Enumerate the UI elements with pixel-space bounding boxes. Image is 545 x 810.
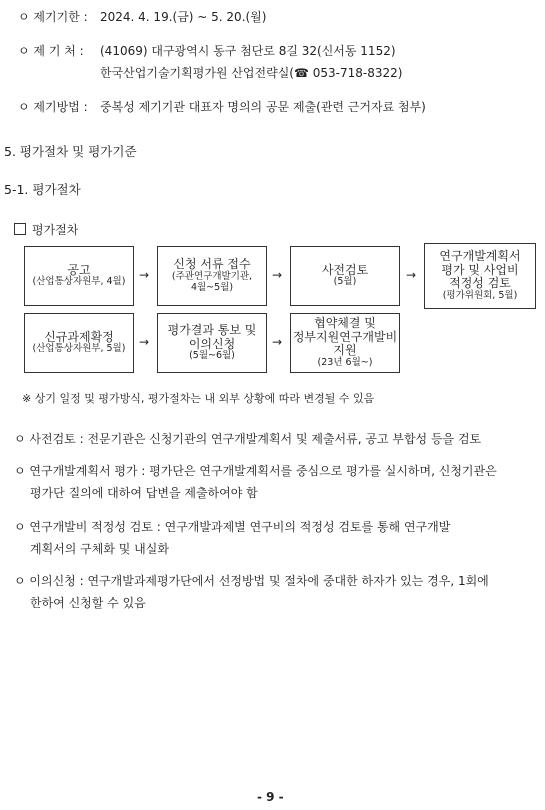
flow-box-announcement-sub: (산업통상자원부, 4월) — [32, 276, 126, 288]
address-line-1: (41069) 대구광역시 동구 첨단로 8길 32(신서동 1152) — [100, 44, 396, 58]
section-5-heading: 5. 평가절차 및 평가기준 — [4, 144, 137, 159]
flow-box-pre-review-title: 사전검토 — [321, 262, 369, 277]
flow-arrow: → — [272, 268, 283, 282]
flow-box-application — [157, 246, 267, 306]
flow-box-application-sub-1: (주관연구개발기관, — [171, 270, 253, 282]
bullet-plan-evaluation-line-2: 평가단 질의에 대하여 답변을 제출하여야 함 — [30, 486, 258, 500]
flow-box-plan-evaluation-line-3: 적정성 검토 — [449, 276, 511, 291]
flow-box-plan-evaluation-line-1: 연구개발계획서 — [439, 248, 521, 263]
page-number: - 9 - — [257, 790, 284, 804]
flow-box-agreement-sub: (23년 6월~) — [317, 357, 373, 369]
flow-arrow: → — [272, 335, 283, 349]
bullet-plan-evaluation-line-1: ㅇ 연구개발계획서 평가 : 평가단은 연구개발계획서를 중심으로 평가를 실시하며, 신청기관은 — [14, 464, 497, 478]
bullet-objection-line-1: ㅇ 이의신청 : 연구개발과제평가단에서 선정방법 및 절차에 중대한 하자가 있는 경우, 1회에 — [14, 574, 489, 588]
flow-box-agreement-line-1: 협약체결 및 — [314, 315, 376, 330]
flow-box-plan-evaluation — [424, 243, 536, 309]
flow-box-agreement-line-2: 정부지원연구개발비 — [292, 329, 398, 344]
checkbox-icon — [14, 223, 26, 235]
flow-box-agreement — [290, 313, 400, 373]
address-line-2: 한국산업기술기획평가원 산업전략실(☎ 053-718-8322) — [100, 66, 403, 80]
flow-box-pre-review-sub: (5월) — [333, 276, 357, 288]
procedure-heading-text: 평가절차 — [32, 223, 79, 237]
procedure-heading — [14, 221, 78, 238]
method-label: ㅇ 제기방법 : — [18, 100, 88, 114]
flow-box-result-notice — [157, 313, 267, 373]
flow-box-announcement — [24, 246, 134, 306]
bullet-cost-review-line-2: 계획서의 구체화 및 내실화 — [30, 542, 169, 556]
flow-box-result-notice-sub: (5월~6월) — [189, 350, 235, 362]
method-value: 중복성 제기기관 대표자 명의의 공문 제출(관련 근거자료 첨부) — [100, 100, 426, 114]
flow-box-project-confirmation — [24, 313, 134, 373]
flow-box-result-notice-line-1: 평가결과 통보 및 — [167, 322, 257, 337]
flow-box-application-sub-2: 4월~5월) — [190, 281, 234, 293]
flow-box-plan-evaluation-line-2: 평가 및 사업비 — [441, 262, 519, 277]
flow-box-application-title: 신청 서류 접수 — [173, 257, 251, 272]
deadline-label: ㅇ 제기기한 : — [18, 10, 88, 24]
address-label: ㅇ 제 기 처 : — [18, 44, 84, 58]
flow-box-project-confirmation-sub: (산업통상자원부, 5월) — [32, 343, 126, 355]
bullet-pre-review: ㅇ 사전검토 : 전문기관은 신청기관의 연구개발계획서 및 제출서류, 공고 부합성 등을 검토 — [14, 432, 482, 446]
schedule-note: ※ 상기 일정 및 평가방식, 평가절차는 내 외부 상황에 따라 변경될 수 있음 — [22, 392, 375, 405]
flow-arrow: → — [139, 335, 150, 349]
bullet-cost-review-line-1: ㅇ 연구개발비 적정성 검토 : 연구개발과제별 연구비의 적정성 검토를 통해 연구개발 — [14, 520, 451, 534]
bullet-objection-line-2: 한하여 신청할 수 있음 — [30, 596, 146, 610]
flow-box-plan-evaluation-sub: (평가위원회, 5월) — [442, 290, 518, 302]
flow-arrow: → — [406, 268, 417, 282]
flow-arrow: → — [139, 268, 150, 282]
flow-box-announcement-title: 공고 — [67, 262, 91, 277]
deadline-value: 2024. 4. 19.(금) ~ 5. 20.(월) — [100, 10, 267, 24]
flow-box-pre-review — [290, 246, 400, 306]
flow-box-agreement-line-3: 지원 — [333, 343, 357, 358]
flow-box-result-notice-line-2: 이의신청 — [188, 336, 236, 351]
flow-box-project-confirmation-title: 신규과제확정 — [44, 329, 114, 344]
section-5-1-heading: 5-1. 평가절차 — [4, 182, 81, 197]
